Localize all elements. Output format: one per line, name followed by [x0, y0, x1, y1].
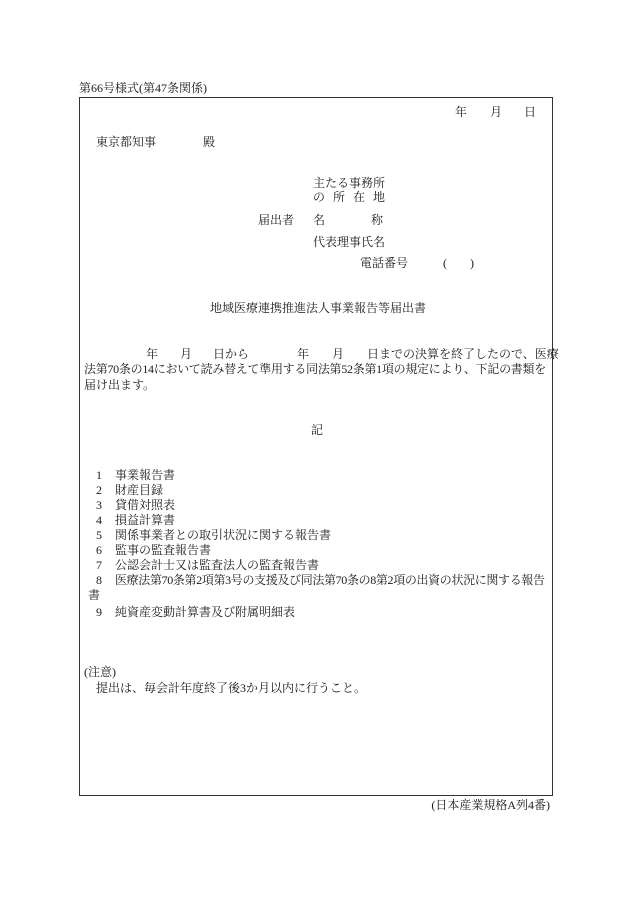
office-label-line2: の 所 在 地 — [313, 190, 386, 204]
body-from-day: 日から — [213, 347, 250, 361]
representative-label: 代表理事氏名 — [313, 235, 386, 249]
item-number: 9 — [96, 605, 102, 619]
form-number: 第66号様式(第47条関係) — [79, 81, 207, 95]
filer-label: 届出者 — [258, 213, 295, 227]
paper-size-label: (日本産業規格A列4番) — [431, 798, 550, 812]
addressee-name: 東京都知事 — [96, 135, 157, 149]
item-text: 公認会計士又は監査法人の監査報告書 — [115, 558, 320, 572]
notes-text: 提出は、毎会計年度終了後3か月以内に行うこと。 — [96, 681, 367, 695]
date-year-label: 年 — [455, 105, 468, 119]
office-label-line1: 主たる事務所 — [313, 176, 386, 190]
item-number: 2 — [96, 483, 102, 497]
item-text: 貸借対照表 — [115, 498, 176, 512]
item-text-continued: 書 — [88, 588, 101, 602]
item-number: 6 — [96, 543, 102, 557]
item-number: 1 — [96, 468, 102, 482]
ki-heading: 記 — [311, 423, 324, 437]
addressee-honorific: 殿 — [203, 135, 216, 149]
body-from-year: 年 — [146, 347, 159, 361]
name-label-first: 名 — [313, 213, 326, 227]
item-text: 関係事業者との取引状況に関する報告書 — [115, 528, 332, 542]
item-number: 5 — [96, 528, 102, 542]
notes-heading: (注意) — [84, 665, 116, 679]
item-number: 4 — [96, 513, 102, 527]
date-day-label: 日 — [524, 105, 537, 119]
body-to-year: 年 — [297, 347, 310, 361]
body-from-month: 月 — [180, 347, 193, 361]
body-line3: 届け出ます。 — [84, 378, 156, 392]
date-month-label: 月 — [490, 105, 503, 119]
item-text: 財産目録 — [115, 483, 164, 497]
item-number: 7 — [96, 558, 102, 572]
name-label-second: 称 — [371, 213, 384, 227]
body-line1-rest: 日までの決算を終了したので、医療 — [367, 347, 559, 361]
item-text: 損益計算書 — [115, 513, 176, 527]
item-text: 事業報告書 — [115, 468, 176, 482]
item-text: 純資産変動計算書及び附属明細表 — [115, 605, 296, 619]
body-line2: 法第70条の14において読み替えて準用する同法第52条第1項の規定により、下記の書類を — [84, 362, 546, 376]
item-text: 監事の監査報告書 — [115, 543, 212, 557]
phone-paren-open: ( — [443, 256, 447, 270]
document-title: 地域医療連携推進法人事業報告等届出書 — [210, 301, 427, 315]
phone-label: 電話番号 — [360, 256, 409, 270]
body-to-month: 月 — [332, 347, 345, 361]
item-number: 3 — [96, 498, 102, 512]
phone-paren-close: ) — [470, 256, 474, 270]
item-number: 8 — [96, 573, 102, 587]
item-text: 医療法第70条第2項第3号の支援及び同法第70条の8第2項の出資の状況に関する報告 — [115, 573, 545, 587]
